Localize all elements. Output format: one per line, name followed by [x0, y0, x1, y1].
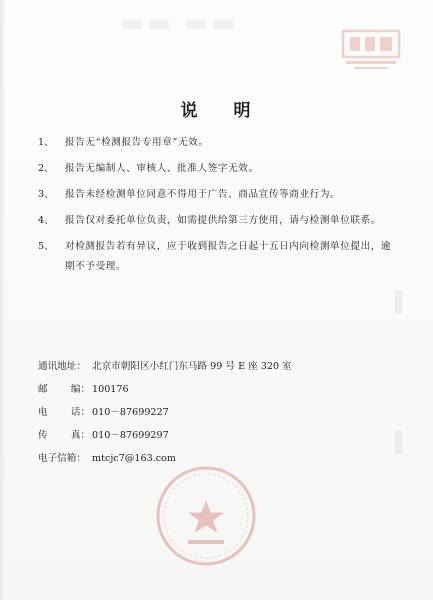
- watermark-mark: ▌: [395, 430, 413, 454]
- postcode-label-b: 编：: [70, 384, 90, 395]
- list-item: [38, 159, 398, 179]
- item-text: 对检测报告若有异议，应于收到报告之日起十五日内向检测单位提出，逾期不予受理。: [65, 241, 392, 272]
- watermark-mark: ▌: [395, 290, 413, 314]
- phone-label-a: 电: [38, 407, 48, 418]
- contact-fax-row: [38, 427, 408, 450]
- item-text: 报告未经检测单位同意不得用于广告、商品宣传等商业行为。: [65, 189, 341, 200]
- fax-label-a: 传: [38, 430, 48, 441]
- item-number: 2、: [38, 163, 54, 174]
- fax-label-b: 真：: [70, 430, 90, 441]
- postcode-label: [38, 381, 90, 395]
- item-number: 4、: [38, 215, 54, 226]
- item-text: 报告仅对委托单位负责，如需提供给第三方使用，请与检测单位联系。: [65, 215, 382, 226]
- contact-postcode-row: [38, 381, 408, 404]
- seal-stamp: [152, 462, 260, 570]
- address-label: 通讯地址：: [38, 361, 86, 372]
- address-value: 北京市朝阳区小红门东马路 99 号 E 座 320 室: [92, 361, 292, 372]
- phone-label-b: 话：: [70, 407, 90, 418]
- email-value: mtcjc7@163.com: [92, 453, 176, 464]
- fax-label: [38, 427, 90, 441]
- list-item: [38, 211, 398, 231]
- contact-info: [38, 358, 408, 473]
- title-char-left: 说: [180, 101, 200, 121]
- postcode-label-a: 邮: [38, 384, 48, 395]
- list-item: [38, 185, 398, 205]
- list-item: [38, 237, 398, 277]
- contact-phone-row: [38, 404, 408, 427]
- item-number: 3、: [38, 189, 54, 200]
- page-title: [0, 96, 433, 121]
- notice-list: [38, 133, 398, 283]
- postcode-value: 100176: [92, 384, 129, 395]
- fax-value: 010－87699297: [92, 430, 169, 441]
- phone-value: 010－87699227: [92, 407, 169, 418]
- email-label: 电子信箱：: [38, 453, 86, 464]
- phone-label: [38, 404, 90, 418]
- title-char-right: 明: [233, 101, 253, 121]
- list-item: [38, 133, 398, 153]
- item-number: 5、: [38, 241, 54, 252]
- contact-address-row: [38, 358, 408, 381]
- contact-email-row: [38, 450, 408, 473]
- stamp-mark-top: [340, 28, 402, 72]
- item-text: 报告无“检测报告专用章”无效。: [65, 137, 209, 148]
- scan-edge: [0, 0, 6, 600]
- item-number: 1、: [38, 137, 54, 148]
- item-text: 报告无编制人、审核人、批准人签字无效。: [65, 163, 259, 174]
- watermark-mark: ▬▬ ▬▬: [120, 8, 238, 38]
